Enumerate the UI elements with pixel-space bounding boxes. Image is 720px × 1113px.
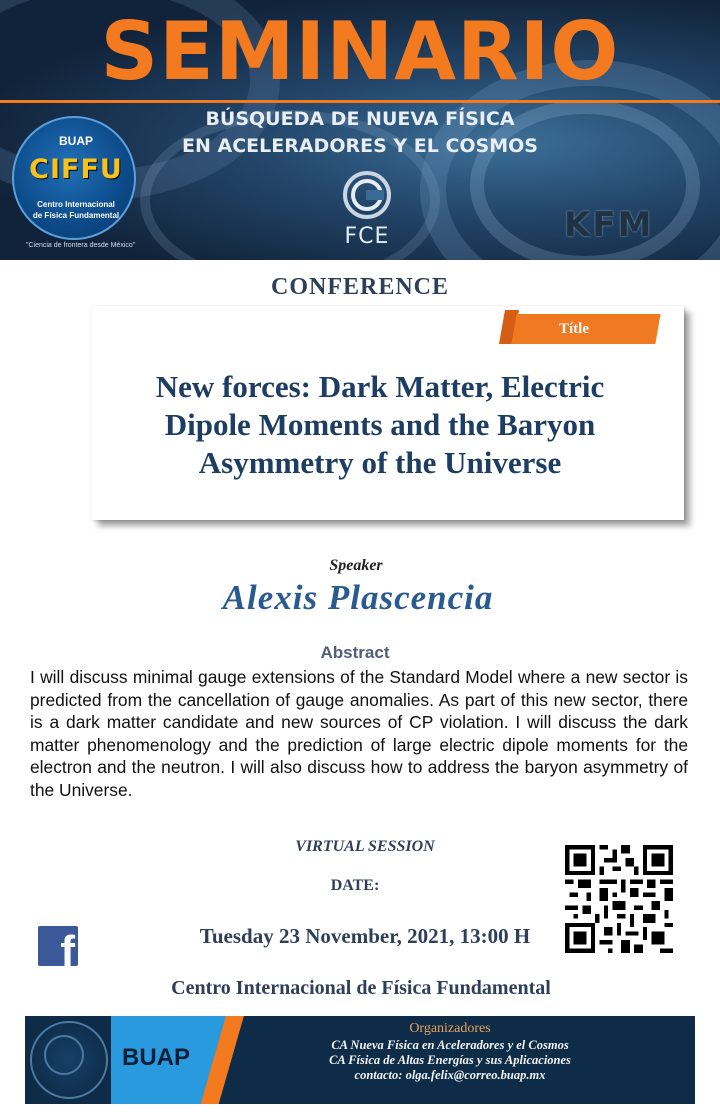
abstract-text: I will discuss minimal gauge extensions of the Standard Model where a new sector is predicted from the cancellation of gauge anomalies. As part of this new sector, there is a dark matter candidate and new sources of CP violation. I will discuss the dark matter phenomenology and the prediction of large electric dipole moments for the electron and the neutron. I will also discuss how to address the baryon asymmetry of the Universe. xyxy=(30,667,688,800)
cifu-logo-name: CIFFU xyxy=(29,154,123,185)
buap-logo-text: BUAP xyxy=(121,1044,190,1071)
event-type-heading: CONFERENCE xyxy=(270,274,449,300)
date-label: DATE: xyxy=(330,877,380,894)
fce-logo-icon xyxy=(342,170,392,220)
kfm-logo: KFM xyxy=(564,205,654,245)
banner-subtitle-line2: EN ACELERADORES Y EL COSMOS xyxy=(182,135,538,157)
banner-title: SEMINARIO xyxy=(100,5,620,98)
talk-title: New forces: Dark Matter, Electric Dipole Moments and the Baryon Asymmetry of the Universe xyxy=(155,369,605,480)
cifu-logo-line2: de Física Fundamental xyxy=(32,211,120,220)
cifu-logo-line1: Centro Internacional xyxy=(37,200,115,209)
banner-subtitle-line1: BÚSQUEDA DE NUEVA FÍSICA xyxy=(205,108,515,130)
organizer-line: CA Física de Altas Energías y sus Aplicaciones xyxy=(329,1053,571,1067)
speaker-name: Alexis Plascencia xyxy=(222,578,494,617)
host-institution: Centro Internacional de Física Fundamental xyxy=(171,977,551,999)
contact-email[interactable]: contacto: olga.felix@correo.buap.mx xyxy=(354,1068,546,1082)
cifu-logo-buap: BUAP xyxy=(58,134,93,148)
organizer-line: CA Nueva Física en Aceleradores y el Cosmos xyxy=(331,1038,569,1052)
event-date: Tuesday 23 November, 2021, 13:00 H xyxy=(199,924,531,948)
organizers-title: Organizadores xyxy=(409,1021,491,1036)
facebook-icon[interactable]: f xyxy=(38,926,78,966)
title-tab-label: Títle xyxy=(559,321,589,337)
speaker-label: Speaker xyxy=(329,557,383,574)
cifu-logo xyxy=(12,116,136,240)
university-seal-icon xyxy=(25,1016,113,1104)
abstract-label: Abstract xyxy=(320,643,390,662)
fce-logo-text: FCE xyxy=(344,224,390,249)
banner-divider xyxy=(0,100,720,103)
qr-code-icon[interactable] xyxy=(565,845,673,953)
cifu-motto: "Ciencia de frontera desde México" xyxy=(26,242,136,249)
session-type: VIRTUAL SESSION xyxy=(295,838,435,855)
